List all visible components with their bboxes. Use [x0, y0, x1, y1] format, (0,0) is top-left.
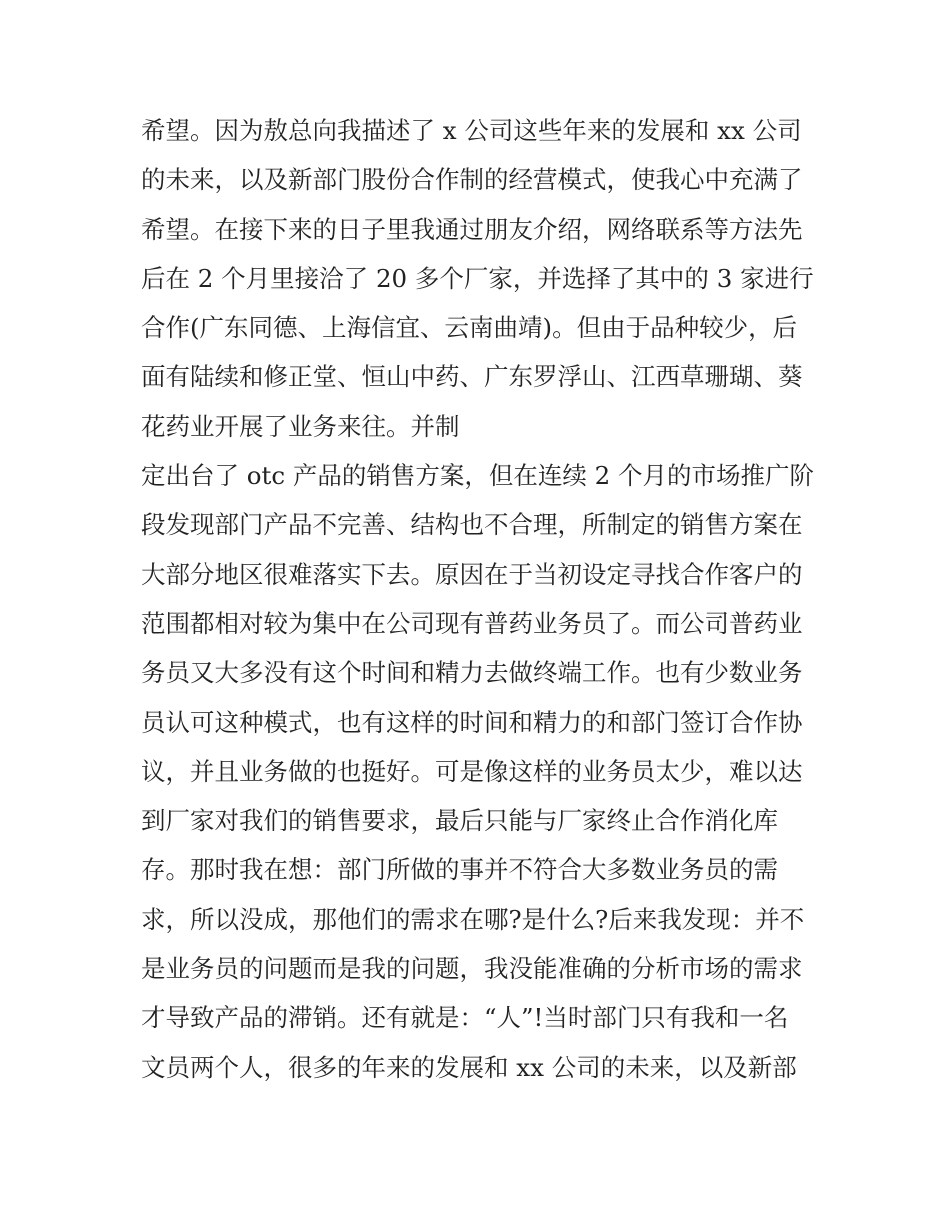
text-line: 议，并且业务做的也挺好。可是像这样的业务员太少，难以达 — [141, 756, 803, 786]
body-text — [141, 106, 821, 1092]
text-line: 希望。在接下来的日子里我通过朋友介绍，网络联系等方法先 — [141, 214, 803, 244]
text-line: 花药业开展了业务来往。并制 — [141, 411, 460, 441]
text-line: 定出台了 otc 产品的销售方案，但在连续 2 个月的市场推广阶 — [141, 461, 815, 491]
text-line: 的未来，以及新部门股份合作制的经营模式，使我心中充满了 — [141, 165, 803, 195]
text-line: 希望。因为敖总向我描述了 x 公司这些年来的发展和 xx 公司 — [141, 116, 802, 145]
text-line: 是业务员的问题而是我的问题，我没能准确的分析市场的需求 — [141, 954, 803, 984]
text-line: 范围都相对较为集中在公司现有普药业务员了。而公司普药业 — [141, 608, 803, 638]
text-line: 大部分地区很难落实下去。原因在于当初设定寻找合作客户的 — [141, 559, 803, 589]
text-line: 段发现部门产品不完善、结构也不合理，所制定的销售方案在 — [141, 510, 803, 540]
text-line: 到厂家对我们的销售要求，最后只能与厂家终止合作消化库 — [141, 806, 778, 836]
text-line: 合作(广东同德、上海信宜、云南曲靖)。但由于品种较少，后 — [141, 313, 798, 343]
text-line: 才导致产品的滞销。还有就是：“人”!当时部门只有我和一名 — [141, 1003, 789, 1033]
text-line: 文员两个人，很多的年来的发展和 xx 公司的未来，以及新部 — [141, 1052, 797, 1082]
text-line: 存。那时我在想：部门所做的事并不符合大多数业务员的需 — [141, 855, 778, 885]
text-line: 务员又大多没有这个时间和精力去做终端工作。也有少数业务 — [141, 658, 803, 688]
text-line: 面有陆续和修正堂、恒山中药、广东罗浮山、江西草珊瑚、葵 — [141, 362, 803, 392]
text-line: 求，所以没成，那他们的需求在哪?是什么?后来我发现：并不 — [141, 904, 805, 934]
text-line: 后在 2 个月里接洽了 20 多个厂家，并选择了其中的 3 家进行 — [141, 263, 814, 293]
text-line: 员认可这种模式，也有这样的时间和精力的和部门签订合作协 — [141, 707, 803, 737]
